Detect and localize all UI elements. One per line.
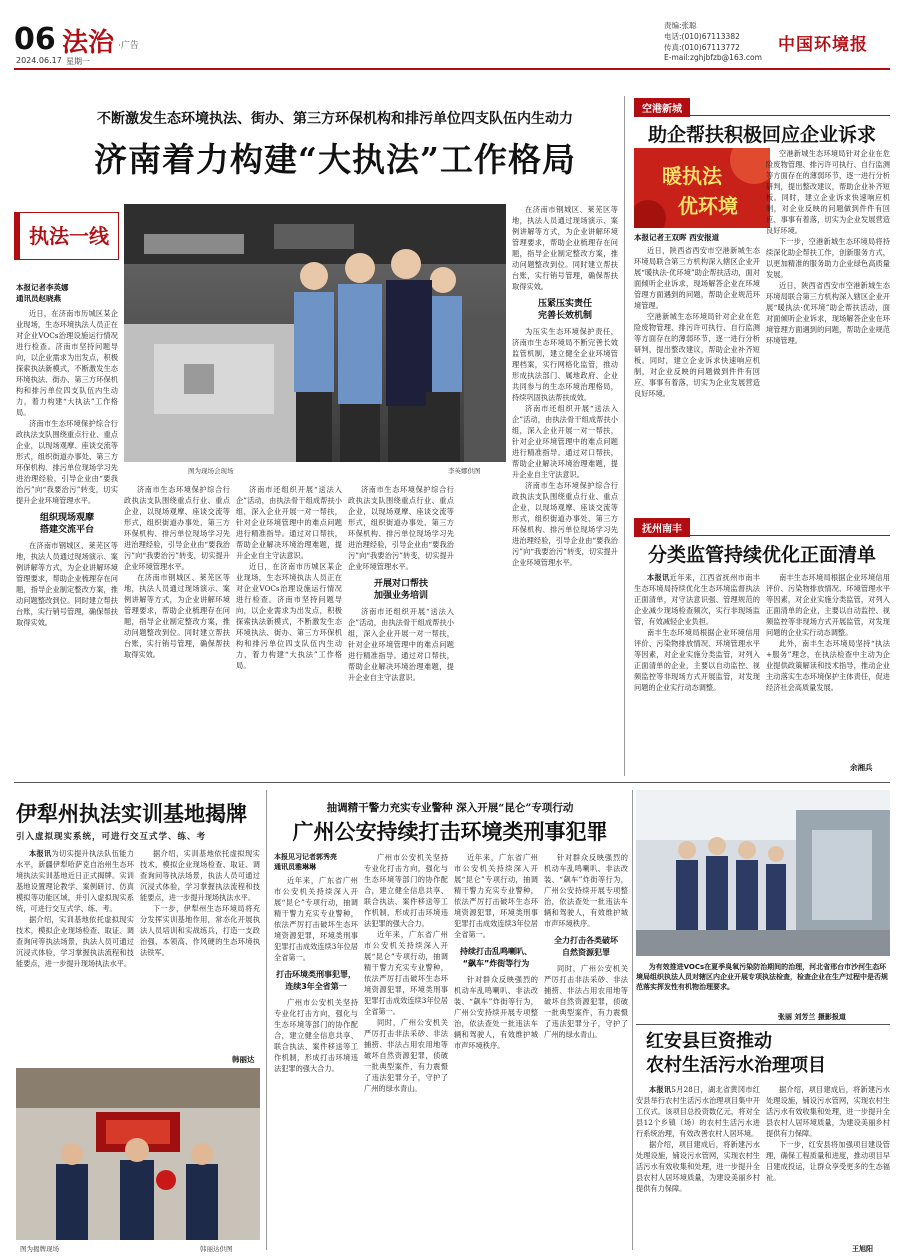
bottom-mid-kicker: 抽调精干警力充实专业警种 深入开展“昆仑”专项行动	[326, 802, 574, 814]
right-mid-text-1	[634, 572, 760, 627]
subhead-assistance: 开展对口帮扶 加强业务培训	[373, 579, 428, 601]
bottom-mid-col-a	[274, 852, 358, 1248]
masthead	[0, 0, 903, 70]
subhead-ranking: 打击环境类刑事犯罪， 连续3年全省第一	[276, 970, 356, 991]
bottom-left-text-2: 据介绍，实训基地依托虚拟现实技术，模拟企业现场检查、取证、调查询问等执法场景，执法人员可通过沉浸式体验，学习掌握执法流程和技能要点，进一步提升现场执法水平。	[16, 915, 134, 968]
right-bottom-divider	[636, 1024, 890, 1025]
main-text-1b: 济南市生态环境保护综合行政执法支队围绕重点行业、重点企业，以现场观摩、座谈交流等形式，组织街道办事处、第三方环保机构、排污单位现场学习先进治理经验，引导企业由“要我治污”向“我要治污”转变，切实提升企业环境管理水平。	[16, 419, 118, 505]
main-col-6	[460, 484, 510, 776]
vocs-inspection-photo-illustration	[636, 790, 890, 956]
main-text-3b: 济南市还组织开展“送法入企”活动，由执法骨干组成帮扶小组，深入企业开展一对一帮扶，针对企业环境管理中的难点问题进行精准指导。通过对口帮扶，帮助企业解决环境治理难题，提升企业自主守法意识。	[236, 485, 342, 560]
right-mid-byline: 本报讯	[646, 573, 670, 582]
right-bottom-author: 王旭阳	[852, 1245, 873, 1253]
subhead-noise: 持续打击乱鸣喇叭、 “飙车”炸街等行为	[460, 947, 532, 968]
right-bottom-photo-caption: 为有效推进VOCs在夏季臭氧污染防治期间的治理，河北省邢台市沙河生态环境局组织执法人员对辖区内企业开展专项执法检查，检查企业在生产过程中是否规范落实挥发性有机物治理要求。	[636, 963, 888, 991]
bottom-mid-divider	[632, 790, 633, 1250]
right-mid-author: 余湘兵	[850, 763, 873, 772]
section-name: 法治	[62, 28, 115, 58]
bottom-left-text-1	[16, 848, 134, 914]
right-mid-text-3: 此外，南丰生态环境局坚持“执法+服务”理念，在执法检查中主动为企业提供政策解读和技术指导，推动企业主动落实生态环境保护主体责任，促进经济社会高质量发展。	[766, 639, 890, 692]
right-bottom-text-1	[636, 1084, 760, 1139]
bottom-left-divider	[266, 790, 267, 1250]
main-headline: 济南着力构建“大执法”工作格局	[94, 140, 576, 179]
column-tag	[14, 212, 119, 260]
main-col-3	[236, 484, 342, 776]
main-text-5a: 在济南市钢城区、莱芜区等地，执法人员通过现场演示、案例讲解等方式，为企业讲解环境管理要求，帮助企业梳理存在问题，指导企业制定整改方案，推动问题整改到位。同时建立帮扶台账，实行销号管理，确保帮扶取得实效。	[512, 205, 618, 291]
right-top-col-a	[634, 232, 760, 514]
right-mid-headline: 分类监管持续优化正面清单	[647, 544, 876, 566]
bottom-left-byline: 本报讯	[28, 849, 52, 858]
right-bottom-text-1-body: 5月28日，湖北省黄冈市红安县举行农村生活污水治理项目集中开工仪式。该项目总投资数亿元，将对全县12个乡镇（场）的农村生活污水进行系统治理，有效改善农村人居环境。	[636, 1085, 760, 1138]
right-mid-text-2b: 南丰生态环境局根据企业环境信用评价、污染物排放情况、环境管理水平等因素，对企业实施分类监管，对列入正面清单的企业，主要以自动监控、视频监控等非现场方式开展监管，对发现问题的企业实行动态调整。	[766, 573, 890, 637]
right-mid-col-a	[634, 572, 760, 772]
main-text-2b: 在济南市钢城区、莱芜区等地，执法人员通过现场演示、案例讲解等方式，为企业讲解环境管理要求，帮助企业梳理存在问题，指导企业制定整改方案，推动问题整改到位。同时建立帮扶台账，实行销号管理，确保帮扶取得实效。	[124, 573, 230, 659]
section-sub: ·广告	[118, 41, 139, 51]
bottom-left-text-2b: 据介绍，实训基地依托虚拟现实技术，模拟企业现场检查、取证、调查询问等执法场景，执法人员可通过沉浸式体验，学习掌握执法流程和技能要点，进一步提升现场执法水平。	[140, 849, 260, 902]
tag-konggang-line	[634, 115, 890, 116]
main-text-4a: 济南市生态环境保护综合行政执法支队围绕重点行业、重点企业，以现场观摩、座谈交流等形式，组织街道办事处、第三方环保机构、排污单位现场学习先进治理经验，引导企业由“要我治污”向“我要治污”转变，切实提升企业环境管理水平。	[348, 485, 454, 571]
right-top-text-2b: 空港新城生态环境局针对企业在危险废物管理、排污许可执行、自行监测等方面存在的薄弱环节，逐一进行分析研判，提出整改建议，帮助企业补齐短板。同时，建立企业诉求快速响应机制，对企业反映的问题做到件件有回应、事事有着落，切实为企业发展营造良好环境。	[766, 149, 890, 235]
main-text-3c: 近日，在济南市历城区某企业现场，生态环境执法人员正在对企业VOCs治理设施运行情况进行检查。济南市坚持问题导向，以企业需求为出发点，积极探索执法新模式，不断激发生态环境执法、街办、第三方环保机构和排污单位四支队伍内生动力，着力构建“大执法”工作格局。	[236, 562, 342, 670]
right-bottom-photo	[636, 790, 890, 956]
main-col-2	[124, 484, 230, 776]
banner-line-1: 暖执法	[662, 164, 722, 188]
bottom-mid-text-4b: 同时，广州公安机关严厉打击非法采砂、非法捕捞、非法占用农用地等破坏自然资源犯罪，侦破一批典型案件，有力震慑了违法犯罪分子，守护了广州的绿水青山。	[364, 1018, 448, 1093]
bottom-mid-text-1b: 近年来，广东省广州市公安机关持续深入开展“昆仑”专项行动，抽调精干警力充实专业警种，依法严厉打击破坏生态环境资源犯罪，环境类刑事犯罪打击成效连续3年位居全省第一。	[364, 930, 448, 1016]
main-text-4: 济南市还组织开展“送法入企”活动，由执法骨干组成帮扶小组，深入企业开展一对一帮扶，针对企业环境管理中的难点问题进行精准指导。通过对口帮扶，帮助企业解决环境治理难题，提升企业自主守法意识。	[348, 607, 454, 682]
bottom-mid-col-d	[544, 852, 628, 1248]
main-photo	[124, 204, 506, 462]
right-top-byline: 本报记者王双晖 西安报道	[634, 233, 720, 242]
right-mid-col-b	[766, 572, 890, 760]
right-bottom-photo-credit: 张丽 刘芳兰 摄影报道	[778, 1013, 846, 1021]
email-label: E-mail:zghjbfzb@163.com	[664, 53, 762, 62]
right-top-text-1b: 近日，陕西省西安市空港新城生态环境局联合第三方机构深入辖区企业开展“暖执法·优环境”助企帮扶活动，面对面倾听企业诉求，现场解答企业在环境管理方面遇到的问题，帮助企业规范环境管理。	[766, 281, 890, 345]
fax-label: 传真:(010)67113772	[664, 43, 740, 52]
horizontal-divider	[14, 782, 890, 783]
right-mid-text-1-body: 近年来，江西省抚州市南丰生态环境局持续优化生态环境监督执法正面清单，对守法意识强、管理规范的企业减少现场检查频次，实行非现场监管，有效减轻企业负担。	[634, 573, 760, 626]
page-number: 06	[14, 22, 56, 57]
right-top-text-2: 空港新城生态环境局针对企业在危险废物管理、排污许可执行、自行监测等方面存在的薄弱环节，逐一进行分析研判，提出整改建议，帮助企业补齐短板。同时，建立企业诉求快速响应机制，对企业反映的问题做到件件有回应、事事有着落，切实为企业发展营造良好环境。	[634, 312, 760, 398]
main-photo-credit: 李英娜供图	[448, 467, 481, 475]
bottom-left-headline: 伊犁州执法实训基地揭牌	[16, 801, 247, 826]
bottom-mid-text-3: 针对群众反映强烈的机动车乱鸣喇叭、非法改装、“飙车”炸街等行为，广州公安持续开展专项整治，依法查处一批违法车辆和驾驶人，有效维护城市声环境秩序。	[454, 975, 538, 1050]
bottom-mid-headline: 广州公安持续打击环境类刑事犯罪	[292, 819, 608, 844]
right-bottom-text-3: 下一步，红安县将加强项目建设管理，确保工程质量和进度，推动项目早日建成投运，让群众享受更多的生态福祉。	[766, 1140, 890, 1182]
bottom-left-text-3: 下一步，伊犁州生态环境局将充分发挥实训基地作用，常态化开展执法人员培训和实战练兵，打造一支政治强、本领高、作风硬的生态环境执法铁军。	[140, 904, 260, 957]
bottom-left-col-b	[140, 848, 260, 1054]
subhead-responsibility: 压紧压实责任 完善长效机制	[537, 299, 592, 321]
bottom-mid-col-c	[454, 852, 538, 1248]
right-top-text-1: 近日，陕西省西安市空港新城生态环境局联合第三方机构深入辖区企业开展“暖执法·优环境”助企帮扶活动，面对面倾听企业诉求，现场解答企业在环境管理方面遇到的问题，帮助企业规范环境管理。	[634, 246, 760, 310]
right-bottom-text-2: 据介绍，项目建成后，将新建污水处理设施，铺设污水管网，实现农村生活污水有效收集和处理，进一步提升全县农村人居环境质量，为建设美丽乡村提供有力保障。	[636, 1140, 760, 1193]
editor-label: 责编:张聪	[664, 21, 697, 30]
bottom-mid-text-1: 近年来，广东省广州市公安机关持续深入开展“昆仑”专项行动，抽调精干警力充实专业警种，依法严厉打击破坏生态环境资源犯罪，环境类刑事犯罪打击成效连续3年位居全省第一。	[274, 876, 358, 962]
main-text-5c: 济南市生态环境保护综合行政执法支队围绕重点行业、重点企业，以现场观摩、座谈交流等形式，组织街道办事处、第三方环保机构、排污单位现场学习先进治理经验，引导企业由“要我治污”向“我要治污”转变，切实提升企业环境管理水平。	[512, 481, 618, 567]
issue-weekday: 星期一	[66, 57, 90, 66]
main-right-divider	[624, 96, 625, 776]
bottom-mid-text-2b: 广州市公安机关坚持专业化打击方向，强化与生态环境等部门的协作配合，建立健全信息共享、联合执法、案件移送等工作机制，形成打击环境违法犯罪的强大合力。	[364, 853, 448, 928]
main-text-3: 在济南市钢城区、莱芜区等地，执法人员通过现场演示、案例讲解等方式，为企业讲解环境管理要求，帮助企业梳理存在问题，指导企业制定整改方案，推动问题整改到位。同时建立帮扶台账，实行销号管理，确保帮扶取得实效。	[16, 541, 118, 627]
main-col-5	[512, 204, 618, 776]
right-bottom-byline: 本报讯	[648, 1085, 672, 1094]
main-col-1	[16, 282, 118, 776]
main-col-4	[348, 484, 454, 776]
right-bottom-col-a	[636, 1084, 760, 1250]
main-kicker: 不断激发生态环境执法、街办、第三方环保机构和排污单位四支队伍内生动力	[97, 111, 573, 127]
bottom-mid-byline-1: 本报见习记者郭秀亮	[274, 853, 337, 861]
bottom-mid-text-4: 同时，广州公安机关严厉打击非法采砂、非法捕捞、非法占用农用地等破坏自然资源犯罪，侦破一批典型案件，有力震慑了违法犯罪分子，守护了广州的绿水青山。	[544, 964, 628, 1039]
bottom-left-photo-credit: 韩丽达供图	[200, 1245, 233, 1253]
subhead-observation: 组织现场观摩 搭建交流平台	[39, 513, 94, 535]
bottom-left-text-1-body: 为切实提升执法队伍能力水平，新疆伊犁哈萨克自治州生态环境执法实训基地近日正式揭牌。实训基地设置理论教学、案例研讨、仿真模拟等功能区域，并引入虚拟现实系统，可进行交互式学、练、考。	[16, 849, 134, 913]
bottom-left-photo	[16, 1068, 260, 1240]
right-mid-text-2: 南丰生态环境局根据企业环境信用评价、污染物排放情况、环境管理水平等因素，对企业实施分类监管，对列入正面清单的企业，主要以自动监控、视频监控等非现场方式开展监管，对发现问题的企业实行动态调整。	[634, 628, 760, 692]
issue-date: 2024.06.17	[16, 56, 62, 65]
bottom-mid-text-4a: 针对群众反映强烈的机动车乱鸣喇叭、非法改装、“飙车”炸街等行为，广州公安持续开展专项整治，依法查处一批违法车辆和驾驶人，有效维护城市声环境秩序。	[544, 853, 628, 928]
inspection-photo-illustration	[124, 204, 506, 462]
main-photo-caption: 图为现场会现场	[188, 467, 234, 475]
right-bottom-headline: 红安县巨资推动 农村生活污水治理项目	[646, 1031, 826, 1076]
bottom-left-photo-caption: 图为揭牌现场	[20, 1245, 59, 1253]
main-text-5b: 济南市还组织开展“送法入企”活动，由执法骨干组成帮扶小组，深入企业开展一对一帮扶，针对企业环境管理中的难点问题进行精准指导。通过对口帮扶，帮助企业解决环境治理难题，提升企业自主守法意识。	[512, 404, 618, 479]
tel-label: 电话:(010)67113382	[664, 32, 740, 41]
bottom-mid-text-2: 广州市公安机关坚持专业化打击方向，强化与生态环境等部门的协作配合，建立健全信息共享、联合执法、案件移送等工作机制，形成打击环境违法犯罪的强大合力。	[274, 998, 358, 1073]
column-tag-label: 执法一线	[29, 224, 109, 248]
bottom-left-col-a	[16, 848, 134, 1064]
bottom-mid-text-3a: 近年来，广东省广州市公安机关持续深入开展“昆仑”专项行动，抽调精干警力充实专业警种，依法严厉打击破坏生态环境资源犯罪，环境类刑事犯罪打击成效连续3年位居全省第一。	[454, 853, 538, 939]
byline-correspondent: 通讯员赵晓燕	[16, 294, 61, 303]
bottom-mid-col-b	[364, 852, 448, 1248]
bottom-mid-byline-2: 通讯员雅琳琳	[274, 863, 316, 871]
tag-nanfeng: 抚州南丰	[634, 518, 690, 537]
byline-reporter: 本报记者李英娜	[16, 283, 69, 292]
subhead-resources: 全力打击各类破坏 自然资源犯罪	[554, 936, 618, 957]
main-text-5: 为压实生态环境保护责任，济南市生态环境局不断完善长效监管机制，建立健全企业环境管理档案，实行网格化监管，推动形成执法部门、属地政府、企业共同参与的生态环境治理格局，持续巩固执法帮扶成效。	[512, 327, 618, 402]
bottom-left-deck: 引入虚拟现实系统，可进行交互式学、练、考	[16, 832, 207, 842]
main-text-1: 近日，在济南市历城区某企业现场，生态环境执法人员正在对企业VOCs治理设施运行情况进行检查。济南市坚持问题导向，以企业需求为出发点，积极探索执法新模式，不断激发生态环境执法、街办、第三方环保机构和排污单位四支队伍内生动力，着力构建“大执法”工作格局。	[16, 309, 118, 417]
main-text-2: 济南市生态环境保护综合行政执法支队围绕重点行业、重点企业，以现场观摩、座谈交流等形式，组织街道办事处、第三方环保机构、排污单位现场学习先进治理经验，引导企业由“要我治污”向“我要治污”转变，切实提升企业环境管理水平。	[124, 485, 230, 571]
right-top-col-b	[766, 148, 890, 514]
tag-nanfeng-line	[634, 535, 890, 536]
bottom-left-author: 韩丽达	[232, 1055, 255, 1064]
tag-konggang: 空港新城	[634, 98, 690, 117]
banner-line-2: 优环境	[678, 194, 738, 218]
right-top-headline: 助企帮扶积极回应企业诉求	[647, 124, 876, 146]
unveiling-photo-illustration	[16, 1068, 260, 1240]
right-bottom-col-b	[766, 1084, 890, 1238]
paper-logo: 中国环境报	[778, 35, 868, 55]
warm-enforcement-banner	[634, 148, 770, 228]
right-top-text-3: 下一步，空港新城生态环境局将持续深化助企帮扶工作，创新服务方式，以更加精准的服务助力企业绿色高质量发展。	[766, 237, 890, 279]
masthead-rule	[14, 68, 890, 70]
right-bottom-text-2b: 据介绍，项目建成后，将新建污水处理设施，铺设污水管网，实现农村生活污水有效收集和处理，进一步提升全县农村人居环境质量，为建设美丽乡村提供有力保障。	[766, 1085, 890, 1138]
